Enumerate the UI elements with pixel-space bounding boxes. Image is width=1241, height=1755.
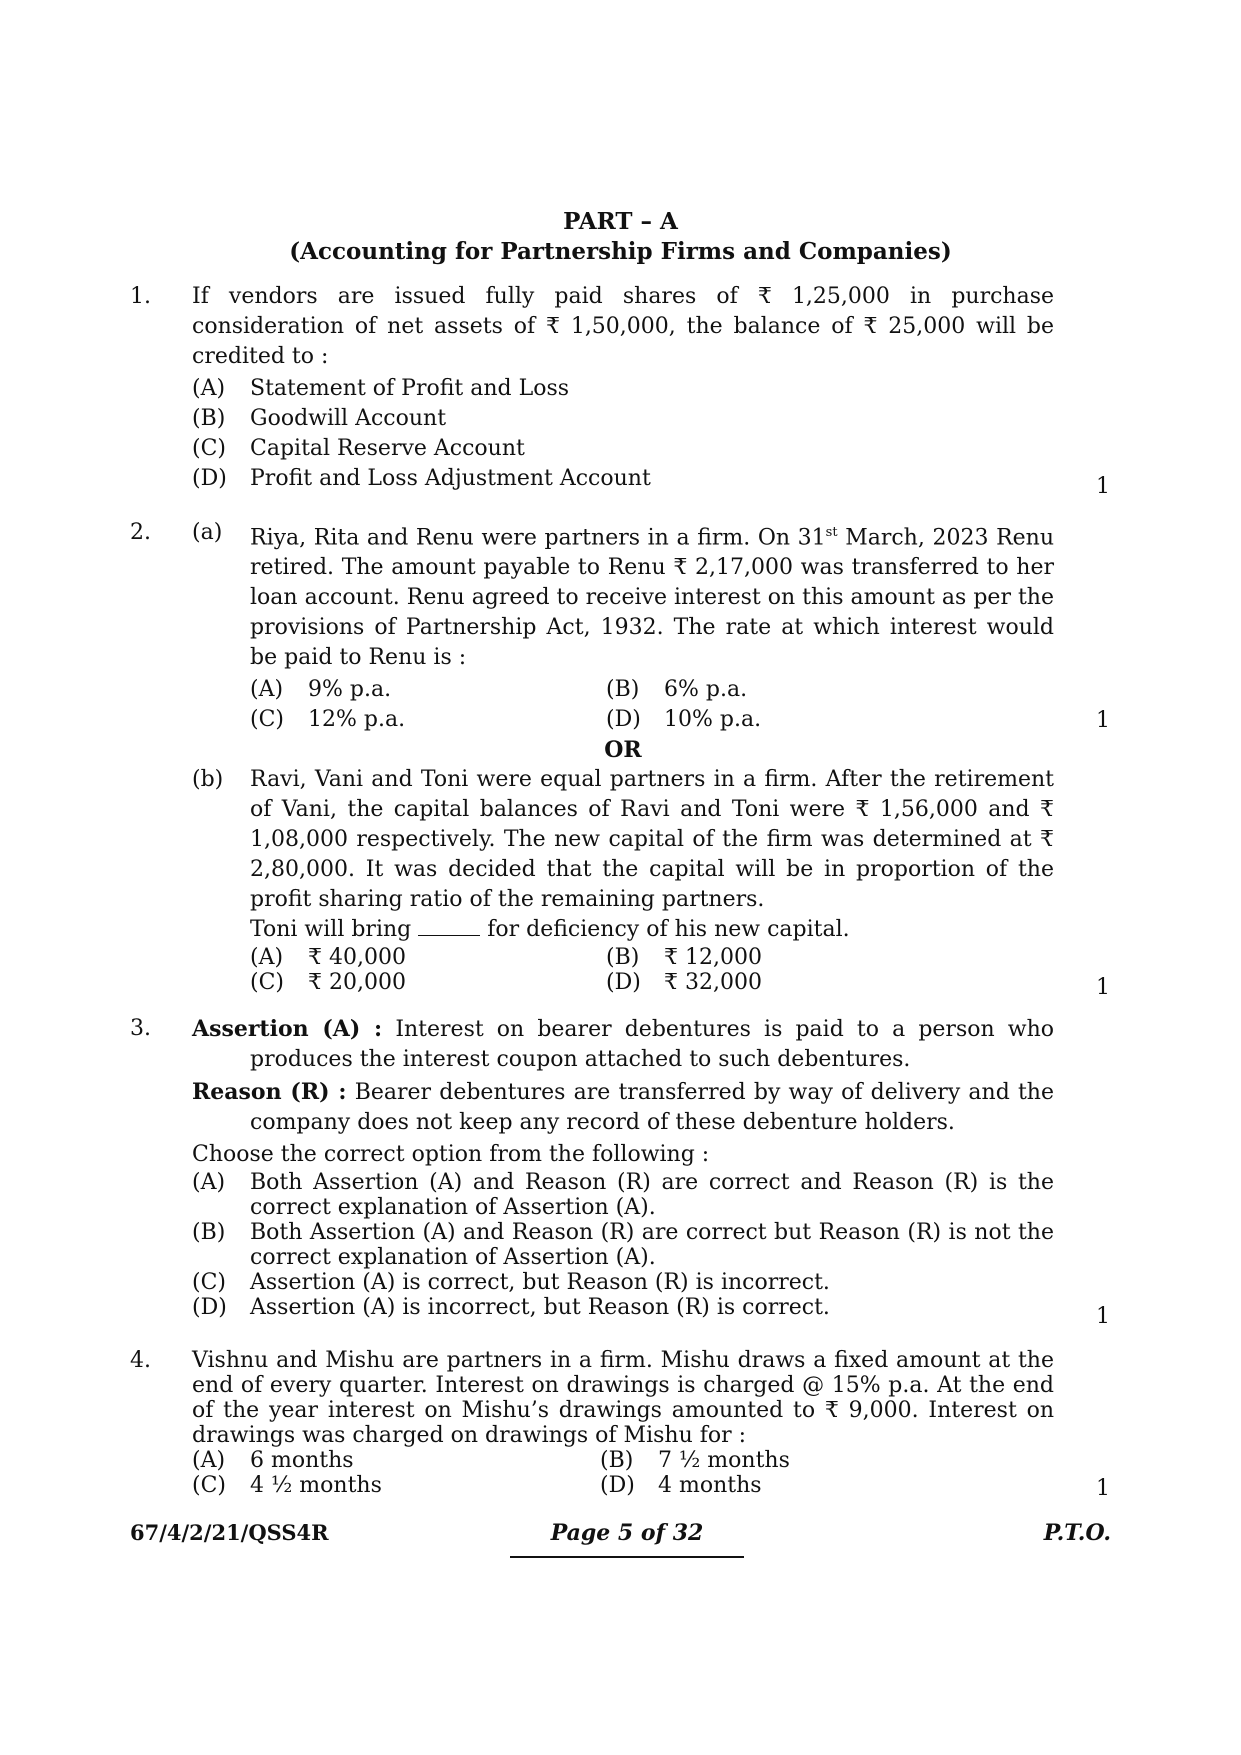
option-b: (B) 7 ½ months bbox=[600, 1448, 790, 1473]
question-text: Ravi, Vani and Toni were equal partners in a firm. After the retirement of Vani, the capital balances of Ravi and Toni were ₹ 1,56,000 and ₹ 1,08,000 respectively. The new capital of the firm was determined at ₹ 2,80,000. It was decided that the capital will be in proportion of the profit sharing ratio of the remaining partners. bbox=[250, 767, 1054, 913]
option-a: (A) Both Assertion (A) and Reason (R) are correct and Reason (R) is the correct explanation of Assertion (A). bbox=[192, 1170, 1054, 1220]
option-b: (B) ₹ 12,000 bbox=[606, 945, 762, 971]
marks: 1 bbox=[1096, 708, 1110, 733]
option-b: (B) Both Assertion (A) and Reason (R) are correct but Reason (R) is not the correct explanation of Assertion (A). bbox=[192, 1220, 1054, 1270]
question-text: Riya, Rita and Renu were partners in a firm. On 31st March, 2023 Renu retired. The amount payable to Renu ₹ 2,17,000 was transferred to her loan account. Renu agreed to receive interest on this amount as per the provisions of Partnership Act, 1932. The rate at which interest would be paid to Renu is : bbox=[250, 525, 1054, 671]
paper-code: 67/4/2/21/QSS4R bbox=[130, 1520, 329, 1545]
option-text: Goodwill Account bbox=[250, 406, 447, 431]
answer-blank bbox=[418, 915, 480, 936]
marks: 1 bbox=[1096, 1304, 1110, 1329]
option-a: (A) ₹ 40,000 bbox=[250, 945, 406, 971]
option-label: (B) bbox=[192, 406, 226, 431]
sub-label: (a) bbox=[192, 520, 223, 545]
question-number: 1. bbox=[130, 284, 151, 309]
option-a: (A) 9% p.a. bbox=[250, 677, 392, 703]
option-a: (A) 6 months bbox=[192, 1448, 354, 1473]
page-number: Page 5 of 32 bbox=[550, 1520, 704, 1546]
option-label: (C) bbox=[192, 436, 226, 461]
marks: 1 bbox=[1096, 975, 1110, 1000]
option-label: (D) bbox=[192, 466, 227, 491]
option-c: (C) 4 ½ months bbox=[192, 1473, 382, 1498]
question-number: 3. bbox=[130, 1016, 151, 1041]
option-a bbox=[192, 374, 1054, 404]
option-b bbox=[192, 404, 1054, 434]
option-c: (C) 12% p.a. bbox=[250, 707, 406, 733]
assertion: Assertion (A) : Interest on bearer debentures is paid to a person who produces the interest coupon attached to such debentures. bbox=[192, 1016, 1055, 1072]
option-label: (A) bbox=[192, 376, 226, 401]
question-text: If vendors are issued fully paid shares of ₹ 1,25,000 in purchase consideration of net assets of ₹ 1,50,000, the balance of ₹ 25,000 will be credited to : bbox=[192, 284, 1054, 369]
option-d: (D) 4 months bbox=[600, 1473, 762, 1498]
option-c bbox=[192, 434, 1054, 464]
question-number: 2. bbox=[130, 520, 151, 545]
option-d: (D) 10% p.a. bbox=[606, 707, 762, 733]
marks: 1 bbox=[1096, 474, 1110, 499]
question-2b bbox=[192, 765, 1054, 995]
question-text-blank-line: Toni will bring for deficiency of his new capital. bbox=[250, 917, 850, 943]
option-d bbox=[192, 464, 1054, 494]
marks: 1 bbox=[1096, 1476, 1110, 1501]
part-subtitle: (Accounting for Partnership Firms and Companies) bbox=[289, 238, 952, 265]
option-text: Capital Reserve Account bbox=[250, 436, 525, 461]
question-text: Vishnu and Mishu are partners in a firm. Mishu draws a fixed amount at the end of every quarter. Interest on drawings is charged @ 15% p.a. At the end of the year interest on Mishu’s drawings amounted to ₹ 9,000. Interest on drawings was charged on drawings of Mishu for : bbox=[192, 1348, 1054, 1448]
part-title: PART – A bbox=[563, 208, 678, 235]
option-d: (D) ₹ 32,000 bbox=[606, 970, 762, 996]
reason: Reason (R) : Bearer debentures are transferred by way of delivery and the company does not keep any record of these debenture holders. bbox=[192, 1079, 1054, 1135]
question-2a bbox=[192, 518, 1054, 735]
option-text: Profit and Loss Adjustment Account bbox=[250, 466, 651, 491]
prompt: Choose the correct option from the following : bbox=[192, 1142, 710, 1167]
pto-label: P.T.O. bbox=[1043, 1520, 1111, 1546]
sub-label: (b) bbox=[192, 767, 224, 793]
option-c: (C) ₹ 20,000 bbox=[250, 970, 406, 996]
question-number: 4. bbox=[130, 1348, 151, 1373]
page-number-underline bbox=[510, 1556, 744, 1558]
option-text: Statement of Profit and Loss bbox=[250, 376, 570, 401]
option-d: (D) Assertion (A) is incorrect, but Reason (R) is correct. bbox=[192, 1295, 830, 1320]
or-divider: OR bbox=[604, 737, 642, 764]
option-b: (B) 6% p.a. bbox=[606, 677, 748, 703]
option-c: (C) Assertion (A) is correct, but Reason (R) is incorrect. bbox=[192, 1270, 830, 1295]
